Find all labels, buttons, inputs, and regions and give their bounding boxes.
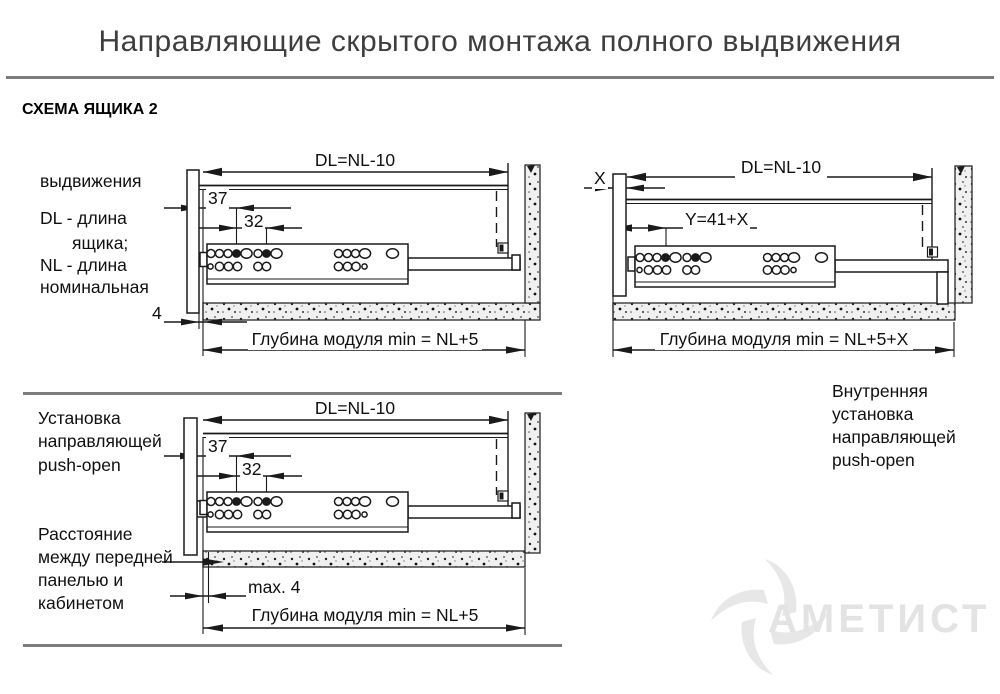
dim-32-top-left: 32 [244,211,264,231]
dim-32-bottom-left: 32 [242,459,262,479]
note-inner-mount-line3: направляющей [832,427,956,447]
note-front-gap-line1: Расстояние [38,524,133,544]
note-push-open-line3: push-open [38,455,121,475]
dim-y-top-right: Y=41+X [685,209,749,229]
note-inner-mount-line2: установка [832,404,914,424]
dim-depth-top-left: Глубина модуля min = NL+5 [248,329,482,350]
dim-depth-top-right: Глубина модуля min = NL+5+X [655,329,913,350]
dim-37-bottom-left: 37 [208,436,228,456]
watermark-brand: АМЕТИСТ [768,597,991,641]
note-inner-mount-line1: Внутренняя [832,381,928,401]
dim-37-top-left: 37 [208,188,228,208]
legend-extension-line5: номинальная [40,277,149,297]
page-title: Направляющие скрытого монтажа полного выдвижения [98,25,902,58]
dim-dl-bottom-left: DL=NL-10 [310,398,400,419]
legend-extension-line3: ящика; [72,233,129,253]
note-push-open-line1: Установка [38,408,121,428]
dim-dl-top-left: DL=NL-10 [310,150,400,171]
note-push-open-line2: направляющей [38,431,162,451]
dim-dl-top-right: DL=NL-10 [735,157,827,178]
dim-max4-bottom-left: max. 4 [248,577,301,597]
dim-x-top-right: X [594,168,606,188]
note-front-gap-line4: кабинетом [38,593,124,613]
legend-extension-line4: NL - длина [40,255,127,275]
legend-extension-line1: выдвижения [40,171,142,191]
legend-extension-line2: DL - длина [40,208,127,228]
note-inner-mount-line4: push-open [832,450,915,470]
section-label: СХЕМА ЯЩИКА 2 [22,101,158,118]
note-front-gap-line3: панелью и [38,570,124,590]
note-front-gap-line2: между передней [38,547,173,567]
dim-depth-bottom-left: Глубина модуля min = NL+5 [248,605,482,626]
dim-4-top-left: 4 [152,303,162,323]
